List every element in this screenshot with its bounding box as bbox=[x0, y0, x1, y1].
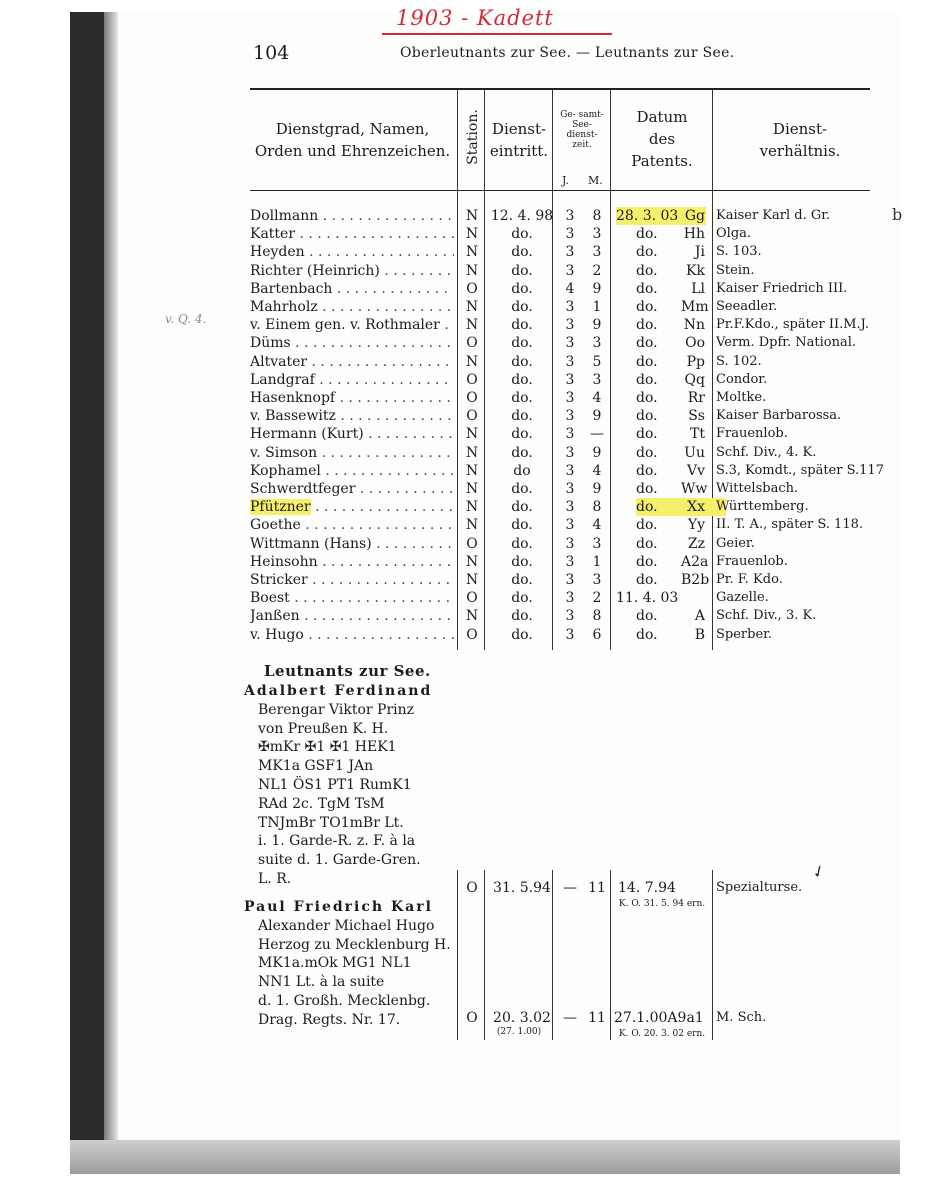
station: O bbox=[466, 408, 478, 425]
entry-line: NN1 Lt. à la suite bbox=[258, 974, 385, 991]
station: N bbox=[465, 226, 479, 243]
entry-date: do. bbox=[511, 426, 533, 443]
entry-line: RAd 2c. TgM TsM bbox=[258, 795, 385, 812]
entry-date: do. bbox=[511, 335, 533, 352]
station: O bbox=[466, 390, 478, 406]
service-remark: Geier. bbox=[716, 535, 755, 551]
gutter-shadow bbox=[104, 12, 118, 1162]
pencil-mark-icon: ✓ bbox=[808, 860, 829, 883]
handwritten-annotation: 1903 - Kadett bbox=[396, 6, 554, 30]
column-divider bbox=[712, 870, 713, 1040]
patent-date: do. bbox=[636, 481, 658, 497]
entry-date: do. bbox=[511, 553, 533, 570]
service-remark: Frauenlob. bbox=[716, 426, 788, 442]
officer-name: Landgraf . . . bbox=[250, 371, 454, 389]
entry-line: suite d. 1. Garde-Gren. bbox=[258, 852, 421, 869]
entry-line: d. 1. Großh. Mecklenbg. bbox=[258, 992, 431, 1009]
service-remark: Moltke. bbox=[716, 390, 767, 405]
entry-line: von Preußen K. H. bbox=[258, 720, 389, 737]
patent-sequence: Uu bbox=[684, 444, 705, 461]
service-years: 3 bbox=[565, 553, 575, 570]
station: O bbox=[466, 880, 478, 896]
patent-date: do. bbox=[636, 535, 658, 552]
patent-date: do. bbox=[636, 280, 658, 297]
officer-name: Stricker . . . bbox=[250, 571, 454, 589]
service-years: 3 bbox=[565, 335, 575, 352]
patent-date: do. bbox=[636, 444, 658, 461]
service-months: 9 bbox=[592, 317, 602, 334]
service-years: 4 bbox=[565, 280, 575, 297]
entry-date: do. bbox=[511, 390, 533, 406]
officer-name: Kophamel . . . bbox=[250, 462, 454, 480]
service-years: 3 bbox=[565, 390, 575, 406]
patent-date: do. bbox=[636, 335, 658, 352]
patent-date: do. bbox=[636, 572, 658, 588]
service-years: 3 bbox=[565, 353, 575, 370]
entry-line: NL1 ÖS1 PT1 RumK1 bbox=[258, 776, 412, 793]
service-remark: II. T. A., später S. 118. bbox=[716, 517, 864, 533]
service-remark: Frauenlob. bbox=[716, 553, 788, 569]
entry-date: do. bbox=[511, 572, 533, 588]
service-remark: Württemberg. bbox=[716, 499, 809, 515]
entry-date: do. bbox=[511, 626, 533, 643]
station: O bbox=[466, 590, 478, 607]
officer-name: v. Bassewitz . . . bbox=[250, 407, 454, 425]
service-years: 3 bbox=[565, 517, 575, 534]
station: N bbox=[465, 208, 479, 224]
entry-line: Herzog zu Mecklenburg H. bbox=[258, 936, 451, 953]
entry-date: do. bbox=[511, 299, 533, 315]
patent-sequence: Ss bbox=[688, 408, 705, 425]
entry-date: do. bbox=[511, 408, 533, 425]
header-total-service: Ge- samt- See- dienst- zeit. bbox=[560, 110, 604, 150]
service-years: 3 bbox=[565, 408, 575, 425]
station: O bbox=[466, 1010, 478, 1026]
header-entry: Dienst- eintritt. bbox=[489, 120, 549, 160]
service-months: 3 bbox=[592, 371, 602, 388]
officer-name: Mahrholz . . . bbox=[250, 298, 454, 316]
patent-sequence: Ww bbox=[681, 481, 708, 497]
patent-sequence: Tt bbox=[690, 426, 705, 443]
service-remark: Pr. F. Kdo. bbox=[716, 572, 783, 587]
header-station: Station. bbox=[465, 109, 481, 165]
patent-date: do. bbox=[636, 517, 658, 534]
service-months: 3 bbox=[592, 335, 602, 352]
patent-sequence: Yy bbox=[687, 517, 705, 534]
entry-line: Paul Friedrich Karl bbox=[244, 899, 433, 915]
patent-sequence: B2b bbox=[681, 572, 710, 588]
station: N bbox=[465, 317, 479, 334]
service-remark: Kaiser Barbarossa. bbox=[716, 408, 842, 424]
service-months: 9 bbox=[592, 481, 602, 497]
patent-date: 28. 3. 03 bbox=[616, 207, 706, 225]
station: N bbox=[465, 517, 479, 534]
station: N bbox=[465, 553, 479, 570]
entry-date: 12. 4. 98 bbox=[490, 208, 554, 224]
running-head: Oberleutnants zur See. — Leutnants zur See. bbox=[400, 45, 735, 61]
service-months: 8 bbox=[592, 499, 602, 516]
service-years: 3 bbox=[565, 462, 575, 479]
patent-date: do. bbox=[636, 553, 658, 570]
station: O bbox=[466, 371, 478, 388]
station: N bbox=[465, 299, 479, 315]
service-remark: S. 103. bbox=[716, 244, 762, 260]
entry-date: do. bbox=[511, 517, 533, 534]
station: O bbox=[466, 535, 478, 552]
patent-date: do. bbox=[636, 626, 658, 643]
patent-sequence: Mm bbox=[681, 299, 709, 315]
section-title: Leutnants zur See. bbox=[264, 662, 431, 680]
service-remark: Stein. bbox=[716, 262, 755, 278]
patent-date: do. bbox=[636, 408, 658, 425]
service-months: 1 bbox=[592, 299, 602, 315]
service-years: 3 bbox=[565, 299, 575, 315]
column-divider bbox=[457, 870, 458, 1040]
entry-date: do. bbox=[511, 481, 533, 497]
page-number: 104 bbox=[253, 42, 290, 64]
patent-sequence: Kk bbox=[686, 262, 705, 279]
patent-sequence: Rr bbox=[687, 390, 705, 406]
patent-date: do. bbox=[636, 317, 658, 334]
column-divider bbox=[484, 870, 485, 1040]
officer-name: Katter . . . bbox=[250, 225, 454, 243]
service-years: 3 bbox=[565, 426, 575, 443]
page-bottom-shadow bbox=[70, 1140, 900, 1174]
header-bottom-rule bbox=[250, 190, 870, 191]
service-months: 3 bbox=[592, 226, 602, 243]
station: N bbox=[465, 244, 479, 261]
station: N bbox=[465, 572, 479, 588]
officer-name: Altvater . . . bbox=[250, 353, 454, 371]
officer-name: Dollmann . . . bbox=[250, 207, 454, 225]
patent-date: do. bbox=[636, 390, 658, 406]
service-years: 3 bbox=[565, 226, 575, 243]
service-months: 3 bbox=[592, 535, 602, 552]
entry-date: do. bbox=[511, 317, 533, 334]
patent-date: do. bbox=[636, 608, 658, 625]
annotation-underline bbox=[382, 33, 612, 35]
service-remark: S.3, Komdt., später S.117 bbox=[716, 462, 884, 478]
patent-sequence: A bbox=[694, 608, 705, 625]
entry-line: Alexander Michael Hugo bbox=[258, 917, 435, 934]
service-remark: Wittelsbach. bbox=[716, 481, 799, 496]
officer-name: v. Einem gen. v. Rothmaler . . . bbox=[250, 316, 454, 334]
patent-date: 14. 7.94 bbox=[618, 880, 676, 896]
service-remark: M. Sch. bbox=[716, 1010, 767, 1025]
service-years: 3 bbox=[565, 535, 575, 552]
service-remark: S. 102. bbox=[716, 353, 762, 369]
column-divider bbox=[610, 90, 611, 650]
service-years: 3 bbox=[565, 262, 575, 279]
service-years: 3 bbox=[565, 481, 575, 497]
service-years: 3 bbox=[565, 626, 575, 643]
entry-date: 20. 3.02 bbox=[493, 1010, 551, 1026]
entry-line: L. R. bbox=[258, 870, 292, 887]
service-years: 3 bbox=[565, 444, 575, 461]
patent-date: do. bbox=[636, 426, 658, 443]
service-remark: Olga. bbox=[716, 226, 752, 242]
entry-date: do. bbox=[511, 499, 533, 516]
officer-name: Heinsohn . . . bbox=[250, 553, 454, 571]
service-years: 3 bbox=[565, 572, 575, 588]
header-service: Dienst- verhältnis. bbox=[759, 120, 841, 160]
entry-date: do. bbox=[511, 590, 533, 607]
service-remark: Schf. Div., 3. K. bbox=[716, 608, 817, 624]
entry-line: Adalbert Ferdinand bbox=[244, 683, 433, 699]
service-remark: Seeadler. bbox=[716, 299, 778, 314]
entry-date: do. bbox=[511, 262, 533, 279]
column-divider bbox=[610, 870, 611, 1040]
margin-pencil-note: v. Q. 4. bbox=[165, 312, 207, 326]
patent-sequence: Zz bbox=[687, 535, 705, 552]
officer-name: Hermann (Kurt) . . . bbox=[250, 425, 454, 443]
patent-sequence: Nn bbox=[683, 317, 705, 334]
table-top-rule bbox=[250, 88, 870, 90]
service-years: — bbox=[563, 1010, 577, 1026]
entry-line: ✠mKr ✠1 ✠1 HEK1 bbox=[258, 739, 397, 756]
officer-name: Janßen . . . bbox=[250, 607, 454, 625]
patent-date: do. bbox=[636, 299, 658, 315]
service-months: 8 bbox=[592, 608, 602, 625]
service-remark: Kaiser Karl d. Gr. bbox=[716, 208, 831, 223]
column-divider bbox=[484, 90, 485, 650]
station: N bbox=[465, 426, 479, 443]
service-months: — bbox=[590, 426, 604, 443]
patent-sequence: Gg bbox=[681, 207, 705, 225]
service-months: 4 bbox=[592, 517, 602, 534]
service-months: 9 bbox=[592, 444, 602, 461]
service-remark: Verm. Dpfr. National. bbox=[716, 335, 857, 351]
service-months: 6 bbox=[592, 626, 602, 643]
service-years: 3 bbox=[565, 371, 575, 388]
officer-name: Hasenknopf . . . bbox=[250, 389, 454, 407]
entry-line: Berengar Viktor Prinz bbox=[258, 701, 415, 718]
service-months: 1 bbox=[592, 553, 602, 570]
service-months: 2 bbox=[592, 590, 602, 607]
service-remark: Spezialturse. bbox=[716, 880, 803, 895]
officer-name: Goethe . . . bbox=[250, 516, 454, 534]
patent-date: 11. 4. 03 bbox=[616, 590, 679, 607]
patent-date: do. bbox=[636, 262, 658, 279]
station: N bbox=[465, 462, 479, 479]
patent-sequence: Hh bbox=[683, 226, 705, 243]
patent-sequence: B bbox=[694, 626, 705, 643]
patent-date: do. bbox=[636, 462, 658, 479]
service-months: 2 bbox=[592, 262, 602, 279]
service-months: 11 bbox=[588, 880, 606, 896]
service-remark: Sperber. bbox=[716, 626, 773, 642]
book-binding bbox=[70, 12, 104, 1162]
entry-date: do. bbox=[511, 444, 533, 461]
station: O bbox=[466, 626, 478, 643]
service-years: — bbox=[563, 880, 577, 896]
highlighted-name: Pfützner bbox=[250, 499, 311, 516]
service-months: 11 bbox=[588, 1010, 606, 1026]
station: O bbox=[466, 335, 478, 352]
service-months: 5 bbox=[592, 353, 602, 370]
column-divider bbox=[457, 90, 458, 650]
entry-date: do. bbox=[511, 244, 533, 261]
service-years: 3 bbox=[565, 499, 575, 516]
entry-line: i. 1. Garde-R. z. F. à la bbox=[258, 833, 416, 850]
patent-sequence: Ji bbox=[694, 244, 705, 261]
service-months: 8 bbox=[592, 208, 602, 224]
service-months: 9 bbox=[592, 408, 602, 425]
officer-name: Schwerdtfeger . . . bbox=[250, 480, 454, 498]
service-months: 4 bbox=[592, 462, 602, 479]
service-years: 3 bbox=[565, 244, 575, 261]
station: N bbox=[465, 481, 479, 497]
patent-sequence: Ll bbox=[691, 280, 705, 297]
patent-note: K. O. 31. 5. 94 ern. bbox=[618, 899, 706, 909]
patent-sequence: Pp bbox=[686, 353, 705, 370]
officer-name: v. Hugo . . . bbox=[250, 626, 454, 644]
station: N bbox=[465, 353, 479, 370]
entry-note: (27. 1.00) bbox=[496, 1027, 542, 1037]
margin-mark: b bbox=[892, 205, 903, 224]
patent-date: do. bbox=[636, 226, 658, 243]
service-remark: Gazelle. bbox=[716, 590, 769, 606]
officer-name bbox=[250, 498, 454, 516]
service-years: 3 bbox=[565, 608, 575, 625]
header-total-service-months: M. bbox=[588, 174, 603, 187]
officer-name: Heyden . . . bbox=[250, 243, 454, 261]
prince-adalbert-entry bbox=[244, 682, 456, 889]
station: N bbox=[465, 262, 479, 279]
entry-line: MK1a GSF1 JAn bbox=[258, 758, 374, 775]
station: N bbox=[465, 444, 479, 461]
patent-date: do. bbox=[636, 353, 658, 370]
header-patent: Datum des Patents. bbox=[631, 108, 693, 170]
patent-sequence: Qq bbox=[684, 371, 705, 388]
patent-note: K. O. 20. 3. 02 ern. bbox=[618, 1029, 706, 1039]
patent-date: do. bbox=[636, 498, 726, 516]
patent-date: 27.1.00A9a1 bbox=[614, 1010, 704, 1026]
officer-name: Bartenbach . . . bbox=[250, 280, 454, 298]
officer-name: Wittmann (Hans) . . . bbox=[250, 535, 454, 553]
station: N bbox=[465, 608, 479, 625]
patent-date: do. bbox=[636, 371, 658, 388]
entry-date: do. bbox=[511, 280, 533, 297]
officer-name: Boest . . . bbox=[250, 589, 454, 607]
patent-sequence: Xx bbox=[687, 499, 705, 516]
service-months: 4 bbox=[592, 390, 602, 406]
service-years: 3 bbox=[565, 208, 575, 224]
entry-date: do. bbox=[511, 608, 533, 625]
officer-name: Düms . . . bbox=[250, 334, 454, 352]
header-total-service-years: J. bbox=[562, 174, 570, 187]
patent-sequence: Oo bbox=[685, 335, 705, 352]
service-remark: Schf. Div., 4. K. bbox=[716, 444, 817, 460]
entry-date: do. bbox=[511, 371, 533, 388]
service-months: 3 bbox=[592, 572, 602, 588]
service-remark: Condor. bbox=[716, 371, 768, 387]
patent-sequence: A2a bbox=[681, 553, 709, 570]
service-years: 3 bbox=[565, 317, 575, 334]
service-months: 9 bbox=[592, 280, 602, 297]
entry-date: do. bbox=[511, 226, 533, 243]
officer-name: v. Simson . . . bbox=[250, 444, 454, 462]
entry-line: TNJmBr TO1mBr Lt. bbox=[258, 814, 404, 831]
entry-date: do. bbox=[511, 353, 533, 370]
prince-paul-entry bbox=[244, 898, 456, 1030]
service-years: 3 bbox=[565, 590, 575, 607]
patent-date: do. bbox=[636, 244, 658, 261]
entry-line: MK1a.mOk MG1 NL1 bbox=[258, 955, 412, 972]
entry-date: do bbox=[513, 462, 531, 479]
entry-date: do. bbox=[511, 535, 533, 552]
patent-sequence: Vv bbox=[686, 462, 705, 479]
entry-line: Drag. Regts. Nr. 17. bbox=[258, 1011, 401, 1028]
service-remark: Pr.F.Kdo., später II.M.J. bbox=[716, 317, 870, 333]
service-remark: Kaiser Friedrich III. bbox=[716, 280, 848, 296]
header-name: Dienstgrad, Namen, Orden und Ehrenzeichen. bbox=[254, 120, 451, 160]
officer-name: Richter (Heinrich) . . . bbox=[250, 262, 454, 280]
entry-date: 31. 5.94 bbox=[493, 880, 551, 896]
service-months: 3 bbox=[592, 244, 602, 261]
station: O bbox=[466, 280, 478, 297]
station: N bbox=[465, 499, 479, 516]
